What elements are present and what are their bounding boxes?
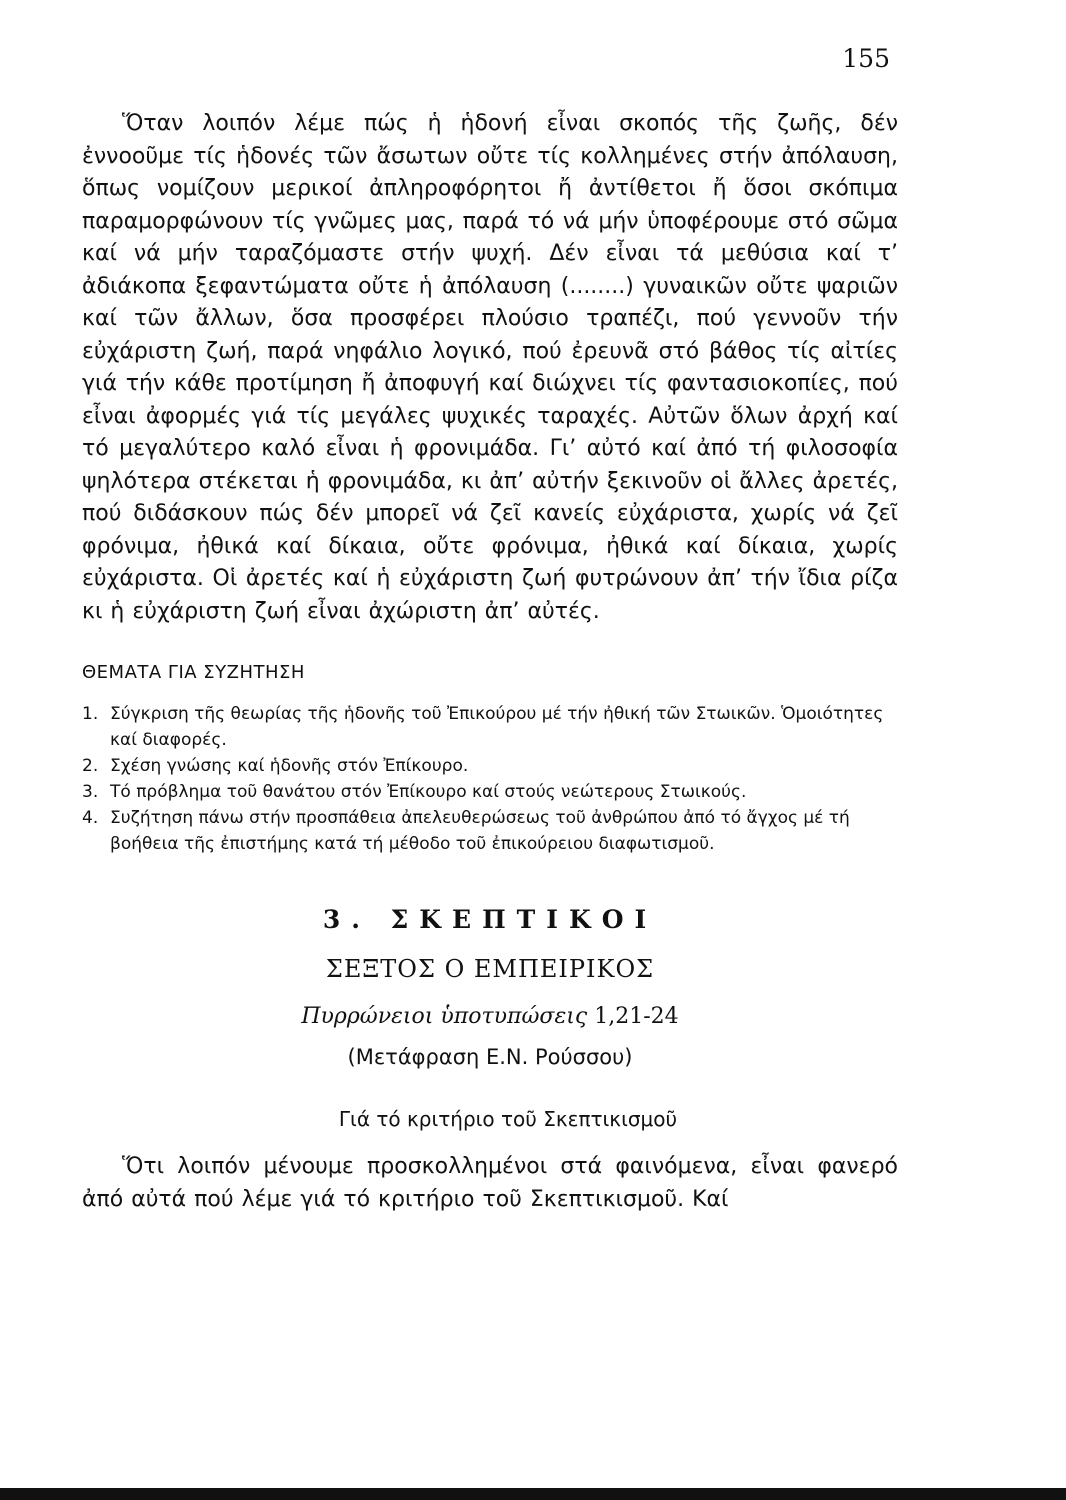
topic-number: 2. bbox=[82, 756, 99, 776]
topic-text: Σύγκριση τῆς θεωρίας τῆς ἡδονῆς τοῦ Ἐπικούρου μέ τήν ἠθική τῶν Στωικῶν. Ὁμοιότητες καί διαφορές. bbox=[110, 704, 884, 750]
book-page-content bbox=[82, 108, 898, 1216]
topic-number: 3. bbox=[82, 782, 99, 802]
page-number: 155 bbox=[842, 44, 890, 73]
topic-number: 4. bbox=[82, 808, 99, 828]
intro-paragraph: Ὅταν λοιπόν λέμε πώς ἡ ἡδονή εἶναι σκοπός τῆς ζωῆς, δέν ἐννοοῦμε τίς ἡδονές τῶν ἄσωτων οὔτε τίς κολλημένες στήν ἀπόλαυση, ὅπως νομίζουν μερικοί ἀπληροφόρητοι ἤ ἀντίθετοι ἤ ὅσοι σκόπιμα παραμορφώνουν τίς γνῶμες μας, παρά τό νά μήν ὑποφέρουμε στό σῶμα καί νά μήν ταραζόμαστε στήν ψυχή. Δέν εἶναι τά μεθύσια καί τ’ ἀδιάκοπα ξεφαντώματα οὔτε ἡ ἀπόλαυση (........) γυναικῶν οὔτε ψαριῶν καί τῶν ἄλλων, ὅσα προσφέρει πλούσιο τραπέζι, πού γεννοῦν τήν εὐχάριστη ζωή, παρά νηφάλιο λογικό, πού ἐρευνᾶ στό βάθος τίς αἰτίες γιά τήν κάθε προτίμηση ἤ ἀποφυγή καί διώχνει τίς φαντασιοκοπίες, πού εἶναι ἀφορμές γιά τίς μεγάλες ψυχικές ταραχές. Αὐτῶν ὅλων ἀρχή καί τό μεγαλύτερο καλό εἶναι ἡ φρονιμάδα. Γι’ αὐτό καί ἀπό τή φιλοσοφία ψηλότερα στέκεται ἡ φρονιμάδα, κι ἀπ’ αὐτήν ξεκινοῦν οἱ ἄλλες ἀρετές, πού διδάσκουν πώς δέν μπορεῖ νά ζεῖ κανείς εὐχάριστα, χωρίς νά ζεῖ φρόνιμα, ἠθικά καί δίκαια, οὔτε φρόνιμα, ἠθικά καί δίκαια, χωρίς εὐχάριστα. Οἱ ἀρετές καί ἡ εὐχάριστη ζωή φυτρώνουν ἀπ’ τήν ἴδια ρίζα κι ἡ εὐχάριστη ζωή εἶναι ἀχώριστη ἀπ’ αὐτές. bbox=[82, 111, 898, 624]
topic-text: Σχέση γνώσης καί ἡδονῆς στόν Ἐπίκουρο. bbox=[110, 756, 469, 776]
author-heading: ΣΕΞΤΟΣ Ο ΕΜΠΕΙΡΙΚΟΣ bbox=[325, 955, 655, 983]
discussion-topic-2 bbox=[82, 753, 898, 779]
final-paragraph: Ὅτι λοιπόν μένουμε προσκολλημένοι στά φαινόμενα, εἶναι φανερό ἀπό αὐτά πού λέμε γιά τό κριτήριο τοῦ Σκεπτικισμοῦ. Καί bbox=[82, 1154, 898, 1212]
topic-text: Τό πρόβλημα τοῦ θανάτου στόν Ἐπίκουρο καί στούς νεώτερους Στωικούς. bbox=[110, 782, 747, 802]
source-title: Πυρρώνειοι ὑποτυπώσεις bbox=[301, 1004, 588, 1029]
discussion-topics-list bbox=[82, 701, 898, 857]
discussion-topics-heading: ΘΕΜΑΤΑ ΓΙΑ ΣΥΖΗΤΗΣΗ bbox=[82, 662, 305, 683]
discussion-topic-4 bbox=[82, 805, 898, 857]
subsection-title: Γιά τό κριτήριο τοῦ Σκεπτικισμοῦ bbox=[338, 1107, 678, 1131]
topic-text: Συζήτηση πάνω στήν προσπάθεια ἀπελευθερώσεως τοῦ ἀνθρώπου ἀπό τό ἄγχος μέ τή βοήθεια τῆς ἐπιστήμης κατά τή μέθοδο τοῦ ἐπικούρειου διαφωτισμοῦ. bbox=[110, 808, 850, 854]
topic-number: 1. bbox=[82, 704, 99, 724]
chapter-heading: 3. ΣΚΕΠΤΙΚΟΙ bbox=[322, 905, 658, 934]
discussion-topic-3 bbox=[82, 779, 898, 805]
source-line bbox=[82, 1004, 898, 1029]
source-reference: 1,21-24 bbox=[594, 1004, 679, 1029]
translation-credit: (Μετάφραση Ε.Ν. Ρούσσου) bbox=[347, 1045, 633, 1069]
page-bottom-edge bbox=[0, 1488, 1066, 1500]
discussion-topic-1 bbox=[82, 701, 898, 753]
